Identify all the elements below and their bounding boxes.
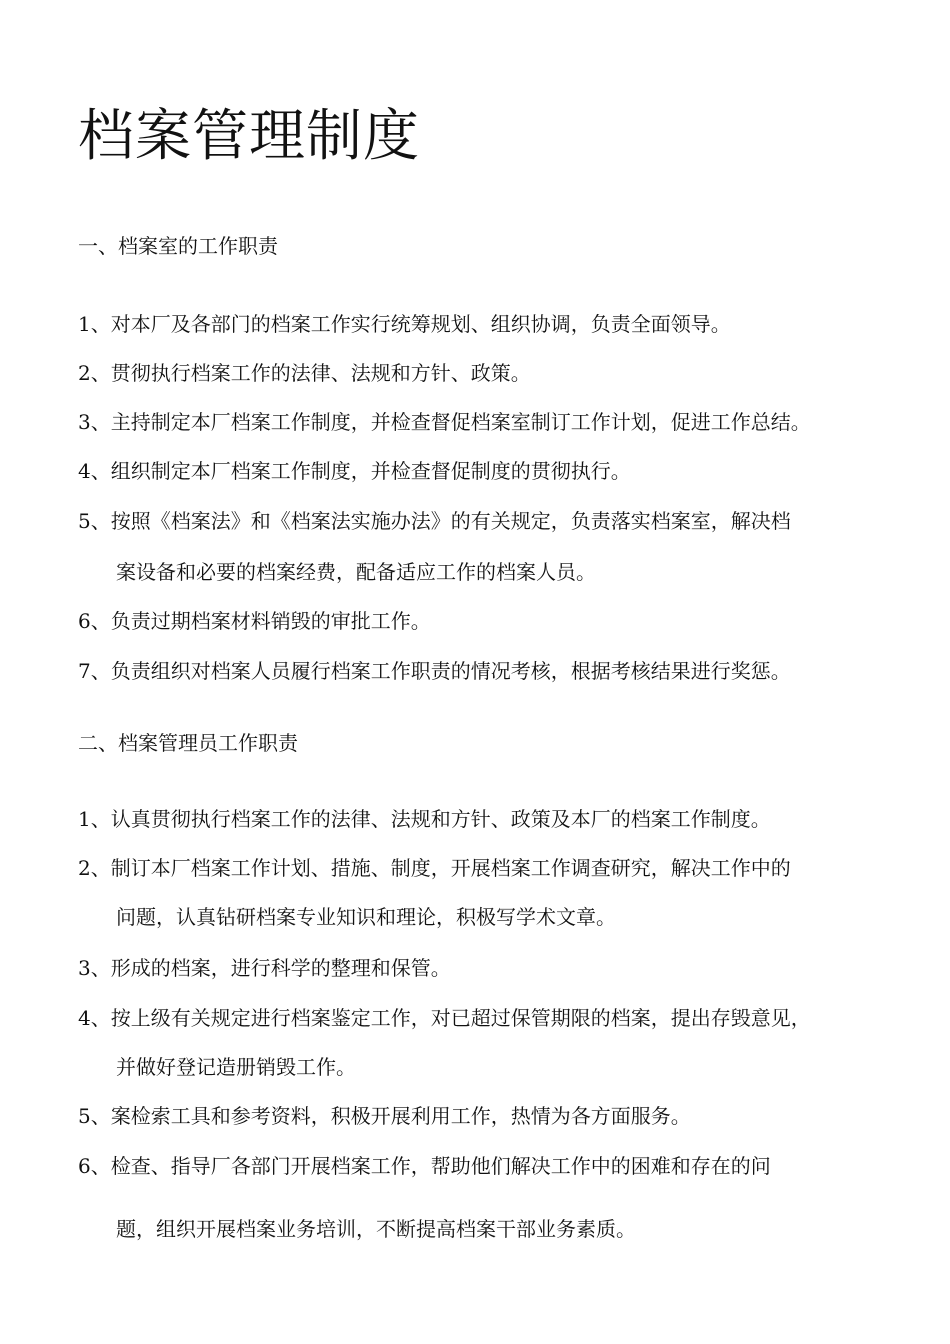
list-item xyxy=(78,606,431,636)
list-item xyxy=(78,1151,771,1181)
item-number: 6、 xyxy=(78,609,111,633)
item-number: 1、 xyxy=(78,312,111,336)
item-text: 案检索工具和参考资料，积极开展利用工作，热情为各方面服务。 xyxy=(110,1104,691,1128)
list-item xyxy=(78,358,531,388)
item-number: 2、 xyxy=(78,856,111,880)
item-text: 检查、指导厂各部门开展档案工作，帮助他们解决工作中的困难和存在的问 xyxy=(110,1154,771,1178)
section-heading: 一、档案室的工作职责 xyxy=(78,234,278,258)
list-item xyxy=(78,1003,811,1033)
list-item xyxy=(78,953,451,983)
list-item-continuation: 案设备和必要的档案经费，配备适应工作的档案人员。 xyxy=(116,560,596,584)
item-number: 2、 xyxy=(78,361,111,385)
section-heading: 二、档案管理员工作职责 xyxy=(78,731,298,755)
list-item xyxy=(78,804,771,834)
item-text: 对本厂及各部门的档案工作实行统筹规划、组织协调，负责全面领导。 xyxy=(110,312,731,336)
list-item-continuation: 题，组织开展档案业务培训，不断提高档案干部业务素质。 xyxy=(116,1217,636,1241)
list-item xyxy=(78,456,631,486)
item-number: 3、 xyxy=(78,956,111,980)
item-number: 4、 xyxy=(78,459,111,483)
list-item xyxy=(78,853,791,883)
item-text: 主持制定本厂档案工作制度，并检查督促档案室制订工作计划，促进工作总结。 xyxy=(110,410,811,434)
item-text: 负责组织对档案人员履行档案工作职责的情况考核，根据考核结果进行奖惩。 xyxy=(110,659,791,683)
item-number: 1、 xyxy=(78,807,111,831)
list-item xyxy=(78,506,791,536)
item-number: 6、 xyxy=(78,1154,111,1178)
item-text: 认真贯彻执行档案工作的法律、法规和方针、政策及本厂的档案工作制度。 xyxy=(110,807,771,831)
list-item xyxy=(78,309,731,339)
list-item xyxy=(78,1101,691,1131)
item-text: 负责过期档案材料销毁的审批工作。 xyxy=(110,609,431,633)
item-number: 7、 xyxy=(78,659,111,683)
item-text: 制订本厂档案工作计划、措施、制度，开展档案工作调查研究，解决工作中的 xyxy=(110,856,791,880)
list-item-continuation: 并做好登记造册销毁工作。 xyxy=(116,1055,356,1079)
list-item xyxy=(78,407,811,437)
item-number: 5、 xyxy=(78,509,111,533)
item-number: 4、 xyxy=(78,1006,111,1030)
item-text: 形成的档案，进行科学的整理和保管。 xyxy=(110,956,451,980)
item-number: 3、 xyxy=(78,410,111,434)
list-item-continuation: 问题，认真钻研档案专业知识和理论，积极写学术文章。 xyxy=(116,905,616,929)
item-text: 按上级有关规定进行档案鉴定工作，对已超过保管期限的档案，提出存毁意见， xyxy=(110,1006,811,1030)
list-item xyxy=(78,656,791,686)
item-text: 组织制定本厂档案工作制度，并检查督促制度的贯彻执行。 xyxy=(110,459,631,483)
item-text: 按照《档案法》和《档案法实施办法》的有关规定，负责落实档案室，解决档 xyxy=(110,509,791,533)
item-number: 5、 xyxy=(78,1104,111,1128)
document-title: 档案管理制度 xyxy=(78,104,420,169)
item-text: 贯彻执行档案工作的法律、法规和方针、政策。 xyxy=(110,361,531,385)
